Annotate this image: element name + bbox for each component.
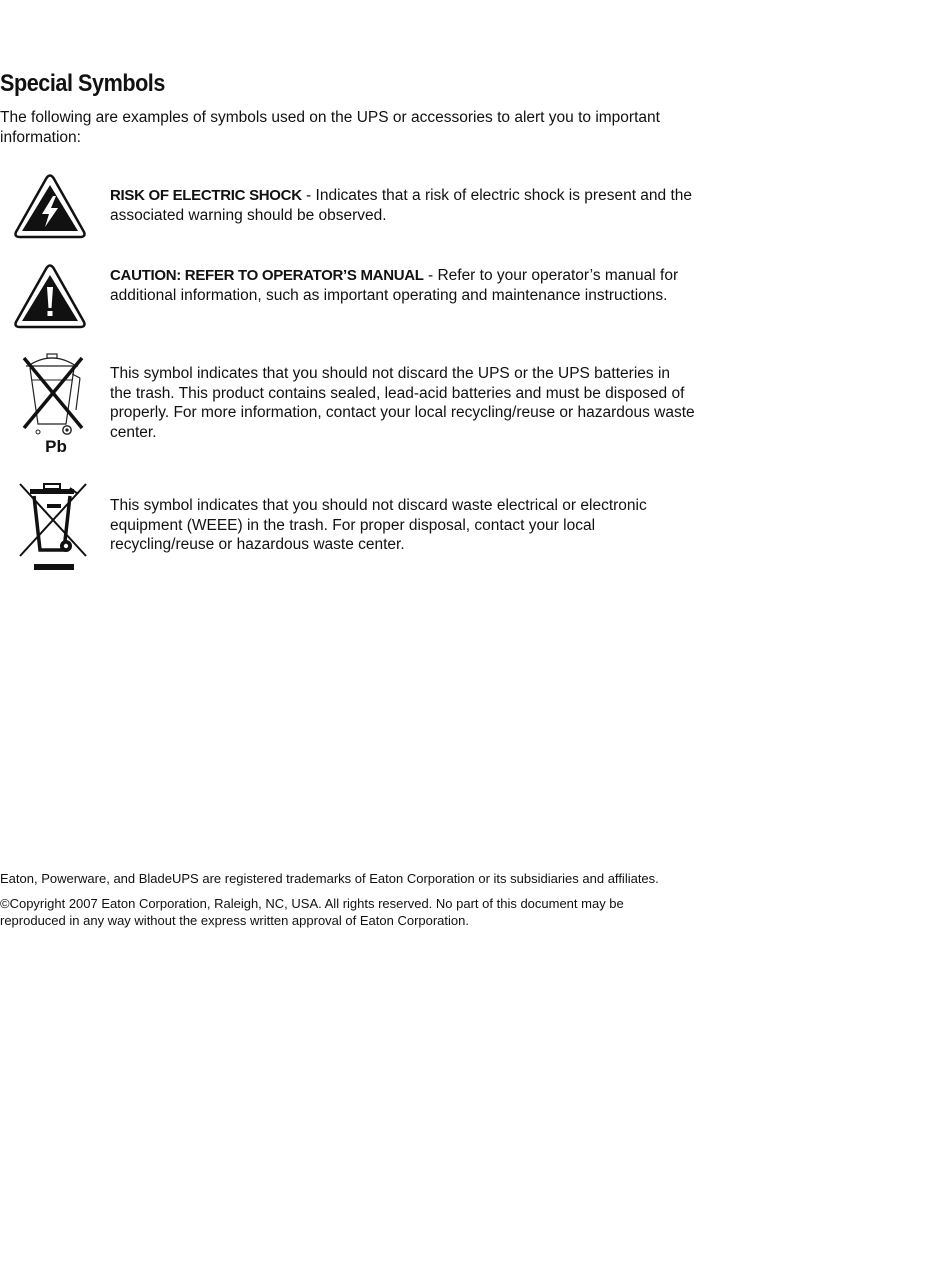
symbol-row-electric-shock bbox=[0, 174, 700, 240]
symbol-description bbox=[110, 266, 695, 305]
symbol-body: - Refer to your operator’s manual for additional information, such as important operating and maintenance instructions. bbox=[110, 267, 679, 304]
symbol-heading: RISK OF ELECTRIC SHOCK bbox=[110, 187, 302, 204]
symbol-body: This symbol indicates that you should not discard the UPS or the UPS batteries in the trash. This product contains sealed, lead-acid batteries and must be disposed of properly. For more information, contact your local recycling/reuse or hazardous waste center. bbox=[110, 365, 695, 441]
page-title: Special Symbols bbox=[0, 70, 165, 97]
symbol-description bbox=[110, 364, 695, 442]
weee-crossed-bin-icon bbox=[14, 480, 90, 575]
symbol-body: - Indicates that a risk of electric shock is present and the associated warning should be observed. bbox=[110, 187, 693, 224]
trademark-notice: Eaton, Powerware, and BladeUPS are registered trademarks of Eaton Corporation or its subsidiaries and affiliates. bbox=[0, 871, 659, 886]
intro-paragraph: The following are examples of symbols used on the UPS or accessories to alert you to important information: bbox=[0, 109, 660, 146]
symbol-row-caution bbox=[0, 264, 700, 330]
symbol-body: This symbol indicates that you should not discard waste electrical or electronic equipment (WEEE) in the trash. For proper disposal, contact your local recycling/reuse or hazardous waste center. bbox=[110, 497, 647, 553]
symbol-description bbox=[110, 186, 695, 225]
symbol-description bbox=[110, 496, 695, 555]
symbol-row-weee bbox=[0, 480, 700, 575]
caution-exclamation-icon bbox=[14, 264, 86, 330]
electric-shock-warning-icon bbox=[14, 174, 86, 240]
copyright-notice: ©Copyright 2007 Eaton Corporation, Raleigh, NC, USA. All rights reserved. No part of this document may be reproduced in any way without the express written approval of Eaton Corporation. bbox=[0, 896, 624, 928]
pb-label: Pb bbox=[45, 437, 67, 456]
symbol-heading: CAUTION: REFER TO OPERATOR’S MANUAL bbox=[110, 267, 424, 284]
symbol-row-lead-battery-disposal bbox=[0, 352, 700, 456]
crossed-out-bin-pb-icon bbox=[14, 352, 90, 456]
